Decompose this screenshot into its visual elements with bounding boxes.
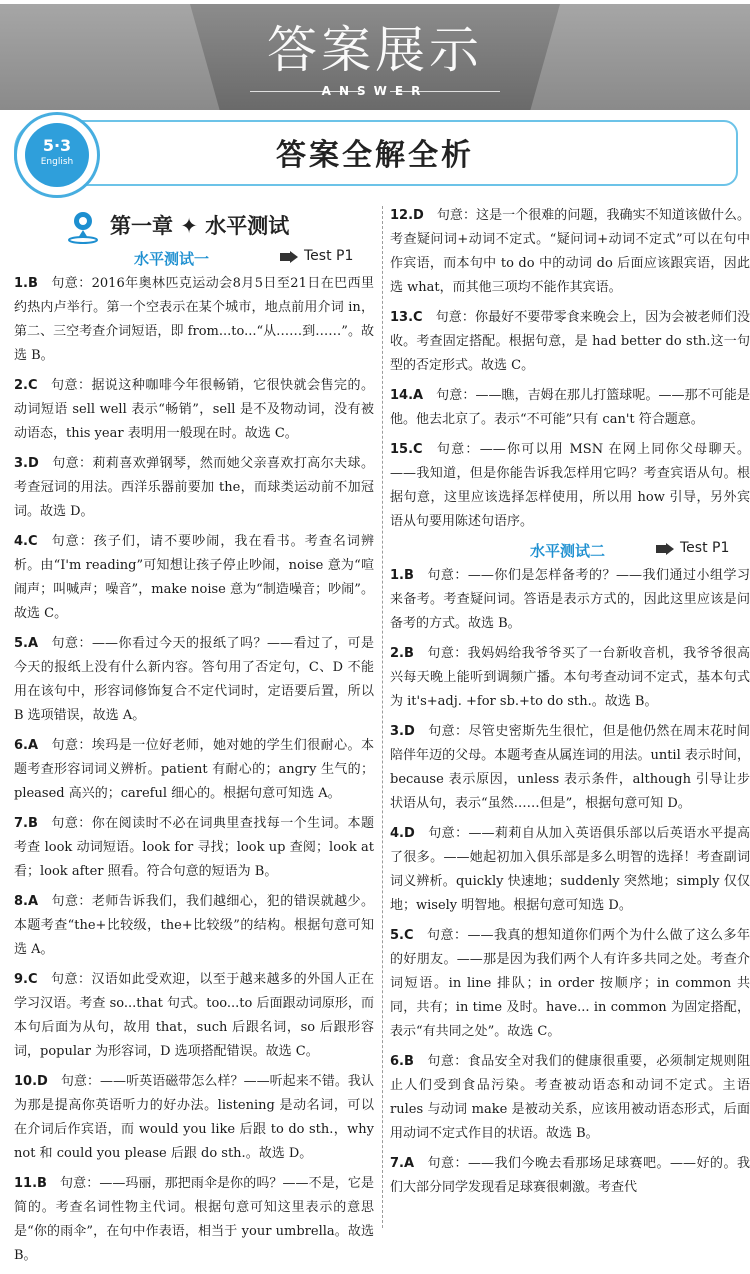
chapter-title: 第一章 ✦ 水平测试 [110,214,290,238]
section-test-ref: Test P1 [304,248,354,264]
answer-explanation: 句意：——我们今晚去看那场足球赛吧。——好的。我们大部分同学发现看足球赛很刺激。考查代 [390,1156,750,1195]
answer-item [14,530,374,626]
answer-explanation: 句意：老师告诉我们，我们越细心，犯的错误就越少。本题考查“the+比较级，the+比较级”的结构。根据句意可知选 A。 [14,894,374,957]
logo-top-text: 5·3 [42,136,72,155]
answer-item [14,1070,374,1166]
answer-item [390,438,750,534]
answer-item [14,374,374,446]
answer-number: 5.A [14,636,39,651]
answer-explanation: 句意：埃玛是一位好老师，她对她的学生们很耐心。本题考查形容词词义辨析。patient 有耐心的；angry 生气的；pleased 高兴的；careful 细心的。根据句意可知选 A。 [14,738,374,801]
answer-item [390,822,750,918]
answer-number: 3.D [390,724,415,739]
section-name: 水平测试二 [530,542,606,560]
right-column [390,204,750,1206]
answer-explanation: 句意：——你看过今天的报纸了吗？——看过了，可是今天的报纸上没有什么新内容。答句用了否定句，C、D 不能用在该句中，形容词修饰复合不定代词时，定语要后置，所以 B 选项错误，故选 A。 [14,636,374,723]
page-title: 答案全解全析 [276,138,474,173]
map-pin-icon [66,210,100,244]
answer-item [14,272,374,368]
left-column [14,204,374,1274]
answer-explanation: 句意：——瞧，吉姆在那儿打篮球呢。——那不可能是他。他去北京了。表示“不可能”只有 can't 符合题意。 [390,388,750,427]
answer-item [14,812,374,884]
answer-number: 6.A [14,738,39,753]
answer-item [14,632,374,728]
answer-explanation: 句意：你在阅读时不必在词典里查找每一个生词。本题考查 look 动词短语。look for 寻找；look up 查阅；look at 看；look after 照看。符合句意的短语为 B。 [14,816,374,879]
answer-explanation: 句意：——你们是怎样备考的？——我们通过小组学习来备考。考查疑问词。答语是表示方式的，因此这里应该是问备考的方式。故选 B。 [390,568,750,631]
answer-item [390,384,750,432]
answer-number: 4.C [14,534,38,549]
answer-explanation: 句意：——莉莉自从加入英语俱乐部以后英语水平提高了很多。——她起初加入俱乐部是多么明智的选择！考查副词词义辨析。quickly 快速地；suddenly 突然地；simply 仅仅地；wisely 明智地。根据句意可知选 D。 [390,826,750,913]
answer-item [390,564,750,636]
column-divider [382,206,383,1228]
pointing-hand-icon [656,543,674,555]
answer-banner [0,0,750,112]
answer-explanation: 句意：——听英语磁带怎么样？——听起来不错。我认为那是提高你英语听力的好办法。listening 是动名词，可以在介词后作宾语，而 would you like 后跟 to do sth.，why not 和 could you please 后跟 do sth.。故选 D。 [14,1074,374,1161]
answer-item [14,1172,374,1268]
answer-number: 14.A [390,388,424,403]
answer-item [390,642,750,714]
answer-item [390,720,750,816]
section-test-ref: Test P1 [680,540,730,556]
left-answer-list [14,272,374,1268]
answer-number: 2.C [14,378,38,393]
banner-subtitle: ANSWER [321,84,429,98]
right-answer-list-a [390,204,750,534]
answer-explanation: 句意：——玛丽，那把雨伞是你的吗？——不是，它是简的。考查名词性物主代词。根据句意可知这里表示的意思是“你的雨伞”，在句中作表语，相当于 your umbrella。故选 B。 [14,1176,374,1263]
answer-number: 2.B [390,646,414,661]
answer-item [390,924,750,1044]
section-header-1 [14,248,374,270]
answer-explanation: 句意：你最好不要带零食来晚会上，因为会被老师们没收。考查固定搭配。根据句意，是 had better do sth.这一句型的否定形式。故选 C。 [390,310,750,373]
logo-bottom-text: English [40,157,74,167]
section-name: 水平测试一 [134,250,210,268]
banner-title: 答案展示 [267,21,483,79]
answer-item [14,968,374,1064]
answer-explanation: 句意：莉莉喜欢弹钢琴，然而她父亲喜欢打高尔夫球。考查冠词的用法。西洋乐器前要加 the，而球类运动前不加冠词。故选 D。 [14,456,374,519]
answer-explanation: 句意：——你可以用 MSN 在网上同你父母聊天。——我知道，但是你能告诉我怎样用它吗？考查宾语从句。根据句意，这里应该选择怎样使用，所以用 how 引导，另外宾语从句要用陈述句语序。 [390,442,750,529]
chapter-heading [14,204,374,248]
answer-number: 12.D [390,208,424,223]
answer-number: 10.D [14,1074,48,1089]
answer-explanation: 句意：据说这种咖啡今年很畅销，它很快就会售完的。动词短语 sell well 表示“畅销”，sell 是不及物动词，没有被动语态，this year 表明用一般现在时。故选 C。 [14,378,374,441]
answer-number: 1.B [14,276,38,291]
answer-number: 9.C [14,972,38,987]
answer-number: 4.D [390,826,415,841]
answer-number: 3.D [14,456,39,471]
answer-explanation: 句意：孩子们，请不要吵闹，我在看书。考查名词辨析。由“I'm reading”可知想让孩子停止吵闹，noise 意为“喧闹声；叫喊声；噪音”，make noise 意为“制造噪音；吵闹”。故选 C。 [14,534,374,621]
answer-item [14,452,374,524]
section-header-2 [390,540,750,562]
answer-item [14,890,374,962]
answer-explanation: 句意：尽管史密斯先生很忙，但是他仍然在周末花时间陪伴年迈的父母。本题考查从属连词的用法。until 表示时间，because 表示原因，unless 表示条件，although 引导让步状语从句，表示“虽然……但是”，根据句意可知 D。 [390,724,750,811]
answer-explanation: 句意：我妈妈给我爷爷买了一台新收音机，我爷爷很高兴每天晚上能听到调频广播。本句考查动词不定式，基本句式为 it's+adj. +for sb.+to do sth.。故选 B。 [390,646,750,709]
answer-explanation: 句意：——我真的想知道你们两个为什么做了这么多年的好朋友。——那是因为我们两个人有许多共同之处。考查介词短语。in line 排队；in order 按顺序；in common 共同，共有；in time 及时。have... in common 为固定搭配，表示“有共同之处”。故选 C。 [390,928,750,1039]
answer-item [390,306,750,378]
answer-number: 15.C [390,442,423,457]
answer-number: 8.A [14,894,39,909]
answer-number: 11.B [14,1176,47,1191]
answer-explanation: 句意：2016年奥林匹克运动会8月5日至21日在巴西里约热内卢举行。第一个空表示在某个城市，地点前用介词 in，第二、三空考查介词短语，即 from...to...“从……到……”。故选 B。 [14,276,374,363]
answer-number: 7.A [390,1156,415,1171]
answer-number: 6.B [390,1054,414,1069]
answer-explanation: 句意：食品安全对我们的健康很重要，必须制定规则阻止人们受到食品污染。考查被动语态和动词不定式。主语 rules 与动词 make 是被动关系，应该用被动语态形式，后面用动词不定式作目的状语。故选 B。 [390,1054,750,1141]
pointing-hand-icon [280,251,298,263]
answer-item [390,204,750,300]
answer-explanation: 句意：这是一个很难的问题，我确实不知道该做什么。考查疑问词+动词不定式。“疑问词+动词不定式”可以在句中作宾语，而本句中 to do 中的动词 do 后面应该跟宾语，因此选 what，而其他三项均不能作其宾语。 [390,208,750,295]
answer-explanation: 句意：汉语如此受欢迎，以至于越来越多的外国人正在学习汉语。考查 so...that 句式。too...to 后面跟动词原形，而本句后面为从句，故用 that，such 后跟名词，so 后跟形容词，popular 为形容词，D 选项搭配错误。故选 C。 [14,972,374,1059]
answer-item [390,1152,750,1200]
answer-number: 13.C [390,310,423,325]
answer-number: 7.B [14,816,38,831]
answer-number: 5.C [390,928,414,943]
answer-item [390,1050,750,1146]
answer-number: 1.B [390,568,414,583]
right-answer-list-b [390,564,750,1200]
answer-item [14,734,374,806]
